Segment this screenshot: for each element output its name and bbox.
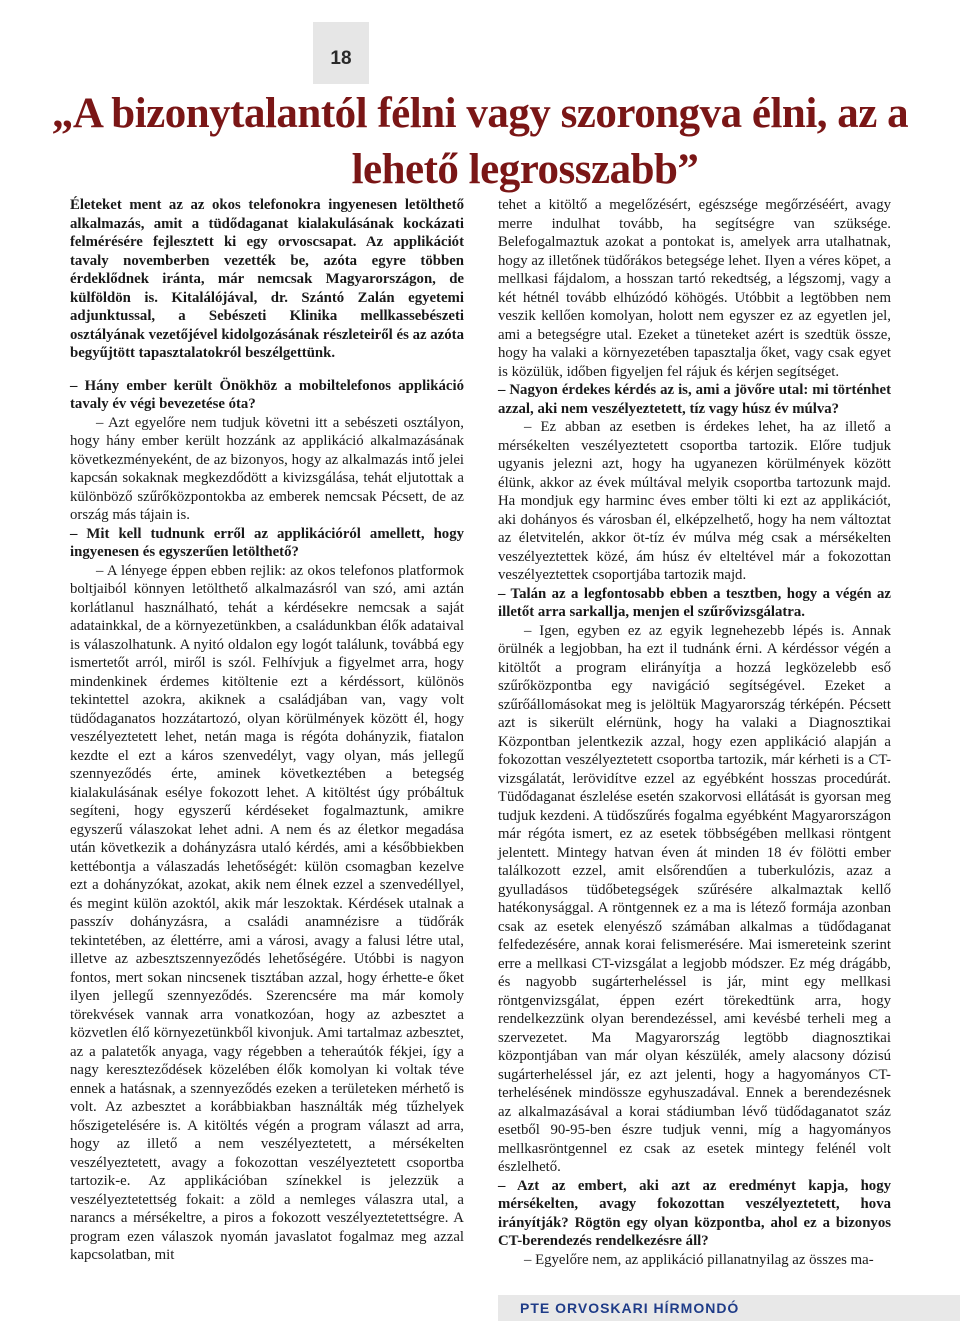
lead-intro: Életeket ment az az okos telefonokra ingyenesen letölthető alkalmazás, amit a tüdődaganat kialakulásának kockázati felmérésére fejlesztett ki egy orvoscsapat. (70, 197, 464, 250)
answer-4: – Igen, egyben ez az egyik legnehezebb lépés is. Annak örülnék a legjobban, ha ezt il tudnánk érni. A kérdéssor végén a kitöltőt a program elirányítja a hozzá legközelebb eső szűrőközpontba egy navigáció segítségével. Ezeket a szűrőállomásokat meg is jelöltük Magyarország térképén. Pécsett azt is sikerült elérnünk, hogy ha valaki a Diagnosztikai Központban jelentkezik azzal, hogy ezen applikáció alapján a fokozottan veszélyeztetett csoportba tartozik, már kérheti is a CT-vizsgálatát, lerövidítve ezzel az egyébként hosszas procedúrát. Tüdődaganat észlelése esetén szakorvosi ellátását is gyorsan meg tudjuk kezdeni. A tüdőszűrés fogalma egyébként Magyarországon már régóta ismert, ez az esetek többségében mellkasi röntgent jelentett. Mintegy hatvan éven át minden 18 év fölötti ember találkozott ezzel, amit elsőrendűen a tuberkulózis, azaz a gyulladásos tüdőbetegségek szűrésére alkalmaztak kellő hatékonysággal. A röntgennek ez a ma is létező formája azonban csak az esetek elenyésző számában alkalmas a tüdődaganat felfedezésére, annak korai felismerésére. Mai ismereteink szerint erre a mellkasi CT-vizsgálat a legjobb módszer. Ez még drágább, és nagyobb sugárterheléssel is jár, mint egy mellkasi röntgenvizsgálat, éppen ezért törekedtünk arra, hogy rendelkezzünk olyan berendezéssel, ami kevésbé terheli meg a szervezetet. Ma Magyarország legtöbb diagnosztikai központjában van már olyan készülék, amely alacsony dózisú sugárterheléssel jár, ez azt jelenti, hogy a hagyományos CT-terhelésének mindössze egyhuszadával. Ennek a berendezésnek az alkalmazásával a korai stádiumban lévő tüdődaganatot száz esetből 90-95-ben észre tudjuk venni, míg a hagyományos mellkasröntgennel ez csak az esetek mintegy felénél volt észlelhető. (498, 622, 891, 1175)
question-5: – Azt az embert, aki azt az eredményt kapja, hogy mérsékelten, avagy fokozottan veszélyeztetett, hova irányítják? Rögtön egy olyan központba, ahol ez a bizonyos CT-berendezés rendelkezésre áll? (498, 1177, 891, 1249)
answer-2-continued: tehet a kitöltő a megelőzésért, egészsége megőrzéséért, avagy merre indulhat tovább, ha segítségre van szüksége. Belefogalmaztuk azokat a pontokat is, amelyek arra utalhatnak, hogy az illetőnek tüdőrákos betegsége lehet. Ilyen a véres köpet, a mellkasi fájdalom, a hosszan tartó rekedtség, a légszomj, vagy a két hétnél tovább elhúzódó köhögés. Utóbbit a legtöbben nem veszik kellően komolyan, holott nem egyszer ez az egyetlen jel, ami a betegségre utal. Ezeket a tüneteket azért is szedtük össze, hogy ha valaki a környezetében tapasztalja őket, vagy csak egyet is közülük, időben figyeljen fel rájuk és kérjen segítséget. (498, 197, 891, 380)
question-1: – Hány ember került Önökhöz a mobiltelefonos applikáció tavaly év végi bevezetése óta? (70, 377, 464, 412)
question-4: – Talán az a legfontosabb ebben a tesztben, hogy a végén az illetőt arra sarkallja, menjen el szűrővizsgálatra. (498, 585, 891, 620)
title-line-1: „A bizonytalantól félni vagy szorongva élni, az a (51, 90, 909, 137)
right-column (498, 196, 891, 1269)
answer-1: – Azt egyelőre nem tudjuk követni itt a sebészeti osztályon, hogy hány ember került hozzánk az applikáció alkalmazásának következményeként, de az bizonyos, hogy az alkalmazás intő jelei kapcsán sokaknak megkezdődött a kivizsgálása, tehát eljutottak a különböző szűrőközpontokba az emberek nemcsak Pécsett, de az ország más tájain is. (70, 414, 464, 523)
publication-footer: PTE ORVOSKARI HÍRMONDÓ (498, 1295, 960, 1321)
question-2: – Mit kell tudnunk erről az applikációról amellett, hogy ingyenesen és egyszerűen letölthető? (70, 525, 464, 560)
answer-2: – A lényege éppen ebben rejlik: az okos telefonos platformok boltjaiból könnyen letölthető alkalmazásról van szó, ami aztán korlátlanul használható, tehát a kérdésekre nemcsak a saját adatainkkal, de a környezetünkben, a családunkban élők adataival is válaszolhatunk. A nyitó oldalon egy logót találunk, továbbá egy ismertetőt arról, miről is szól. Felhívjuk a figyelmet arra, hogy mindenkinek érdemes kitöltenie ezt a kérdéssort, különös tekintettel azokra, akiknek a családjában van, vagy volt tüdődaganatos hozzátartozó, olyan körülmények között él, hogy veszélyeztetett lehet, netán maga is régóta dohányzik, fiatalon kezdte el ezt a káros szenvedélyt, vagy olyan, más jellegű szennyeződés érte, aminek következtében a betegség kialakulásának esélye fokozott lehet. A kitöltést úgy próbáltuk segíteni, hogy egyszerű kérdéseket fogalmaztunk, amikre egyszerű válaszokat lehet adni. A nem és az életkor megadása után következik a dohányzásra utaló kérdés, ami a későbbiekben kettébontja a válaszadás lehetőségét: külön csomagban kezelve ezt a dohányzókat, azokat, akik nem élnek ezzel a szenvedéllyel, és megint külön azoktól, akik már leszoktak. Kérdések utalnak a passzív dohányzásra, a családi anamnézisre a tüdőrák tekintetében, az élettérre, ami a városi, avagy a falusi létre utal, illetve az azbesztszennyeződés lehetőségére. Utóbbi is nagyon fontos, mert sokan nincsenek tisztában azzal, hogy érhette-e őket ilyen jellegű szennyeződés. Szerencsére ma már komoly törekvések vannak arra vonatkozóan, hogy az azbesztet a közvetlen élő környezetünkből kivonjuk. Ami tartalmaz azbesztet, az a palatetők anyaga, vagy régebben a teheraútók fékjei, így a nagy kereszteződések közelében élők komolyan ki voltak téve ennek a hatásnak, a szennyeződés ezeken a területeken mérhető is volt. Az azbesztet a korábbiakban használták még tűzhelyek hőszigetelésére is. A kitöltés végén a program választ ad arra, hogy az illető a nem veszélyeztetett, a mérsékelten veszélyeztetett, avagy a fokozottan veszélyeztetett csoportba tartozik-e. Az applikációban színekkel is jelezzük a veszélyeztetettség fokait: a zöld a nemleges válaszra utal, a narancs a mérsékeltre, a piros a fokozott veszélyeztetettségre. A program ezen válaszok nyomán javaslatot fogalmaz meg azzal kapcsolatban, mit (70, 562, 464, 1263)
page-number: 18 (313, 22, 369, 84)
article-title (0, 86, 960, 198)
answer-5: – Egyelőre nem, az applikáció pillanatnyilag az összes ma- (524, 1251, 874, 1268)
lead-rest: Az applikációt tavaly novemberben vezették be, azóta egyre többen érdeklődnek iránta, már nemcsak Magyarországon, de külföldön is. Kitalálójával, dr. Szántó Zalán egyetemi adjunktussal, a Sebészeti Klinika mellkassebészeti osztályának vezetőjével kidolgozásának részleteiről és az azóta begyűjtött tapasztalatokról beszélgettünk. (70, 234, 465, 361)
lead-paragraph (70, 196, 464, 363)
left-column (70, 196, 464, 1265)
question-3: – Nagyon érdekes kérdés az is, ami a jövőre utal: mi történhet azzal, aki nem veszélyeztetett, tíz vagy húsz év múlva? (498, 382, 891, 417)
title-line-2: lehető legrosszabb” (351, 146, 699, 193)
answer-3: – Ez abban az esetben is érdekes lehet, ha az illető a mérsékelten veszélyeztetett csoportba tartozik. Előre tudjuk ugyanis jelezni azt, hogy ha ugyanezen körülmények között élünk, akkor az évek múltával melyik csoportba tartozunk majd. Ha mondjuk egy harminc éves ember tölti ki ezt az applikációt, aki dohányos és városban él, elképzelhető, hogy ha nem változtat az életvitelén, akkor öt-tíz év múlva még csak a mérsékelten veszélyeztettek közé, ám húsz év elteltével már a fokozottan veszélyeztettek csoportjába tartozik majd. (498, 419, 891, 583)
